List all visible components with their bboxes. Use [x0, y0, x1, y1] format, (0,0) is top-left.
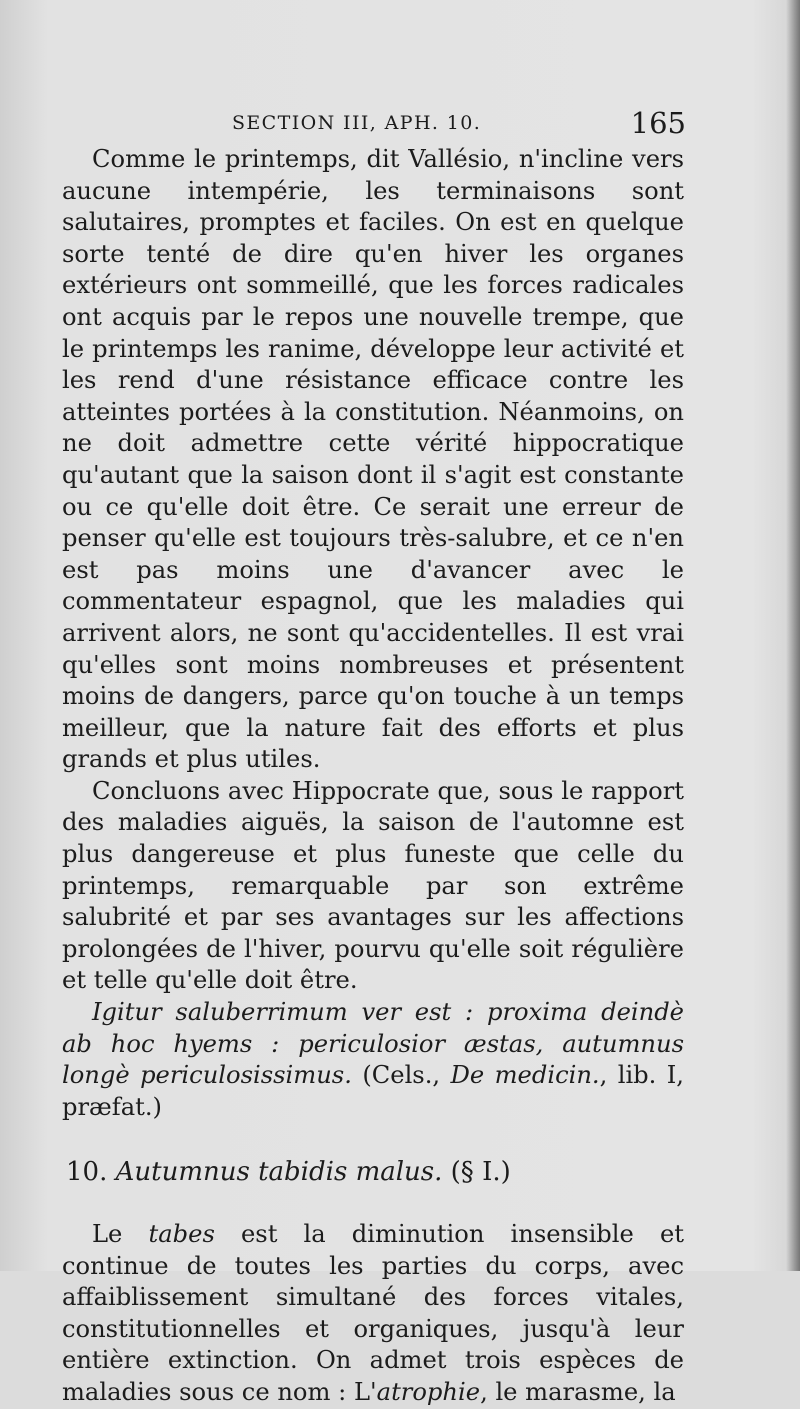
- tabes-term: tabes: [148, 1220, 215, 1248]
- quotation-reference-close: , lib. I, præfat.): [62, 1061, 684, 1121]
- quotation-reference-title: De medicin.: [450, 1061, 600, 1090]
- paragraph-spring: Comme le printemps, dit Vallésio, n'incline vers aucune intempérie, les terminaisons sont salutaires, promptes et faciles. On est en quelque sorte tenté de dire qu'en hiver les organes extérieurs ont sommeillé, que les forces radicales ont acquis par le repos une nouvelle trempe, que le printemps les ranime, développe leur activité et les rend d'une résistance efficace contre les atteintes portées à la constitution. Néanmoins, on ne doit admettre cette vérité hippocratique qu'autant que la saison dont il s'agit est constante ou ce qu'elle doit être. Ce serait une erreur de penser qu'elle est toujours très-salubre, et ce n'en est pas moins une d'avancer avec le commentateur espagnol, que les maladies qui arrivent alors, ne sont qu'accidentelles. Il est vrai qu'elles sont moins nombreuses et présentent moins de dangers, parce qu'on touche à un temps meilleur, que la nature fait des efforts et plus grands et plus utiles.: [62, 145, 684, 774]
- paragraph-tabes: [62, 1219, 684, 1409]
- aphorism-number: 10.: [66, 1157, 116, 1188]
- page-header: [62, 103, 686, 143]
- quotation-latin: Igitur saluberrimum ver est : proxima deindè ab hoc hyems : periculosior æstas, autumnus longè periculosissimus.: [62, 998, 684, 1090]
- aphorism-latin: Autumnus tabidis malus.: [115, 1157, 443, 1188]
- running-title: SECTION III, APH. 10.: [232, 112, 482, 134]
- tabes-text-end: , le marasme, la: [480, 1377, 676, 1406]
- atrophie-article: L': [353, 1377, 377, 1406]
- paragraph-conclusion: Concluons avec Hippocrate que, sous le rapport des maladies aiguës, la saison de l'automne est plus dangereuse et plus funeste que celle du printemps, remarquable par son extrême salubrité et par ses avantages sur les affections prolongées de l'hiver, pourvu qu'elle soit régulière et telle qu'elle doit être.: [62, 776, 684, 995]
- tabes-text-start: Le: [92, 1220, 149, 1248]
- atrophie-term: atrophie: [376, 1377, 481, 1406]
- body-text: [62, 144, 684, 1409]
- celsus-quotation: [62, 997, 684, 1123]
- aphorism-reference: (§ I.): [442, 1157, 511, 1188]
- page-number: 165: [630, 106, 686, 140]
- aphorism-heading: [62, 1157, 684, 1189]
- quotation-reference-open: (Cels.,: [351, 1061, 451, 1090]
- tabes-text-middle: est la diminution insensible et continue de toutes les parties du corps, avec affaiblissement simultané des forces vitales, constitutionnelles et organiques, jusqu'à leur entière extinction. On admet trois espèces de maladies sous ce nom :: [62, 1220, 684, 1406]
